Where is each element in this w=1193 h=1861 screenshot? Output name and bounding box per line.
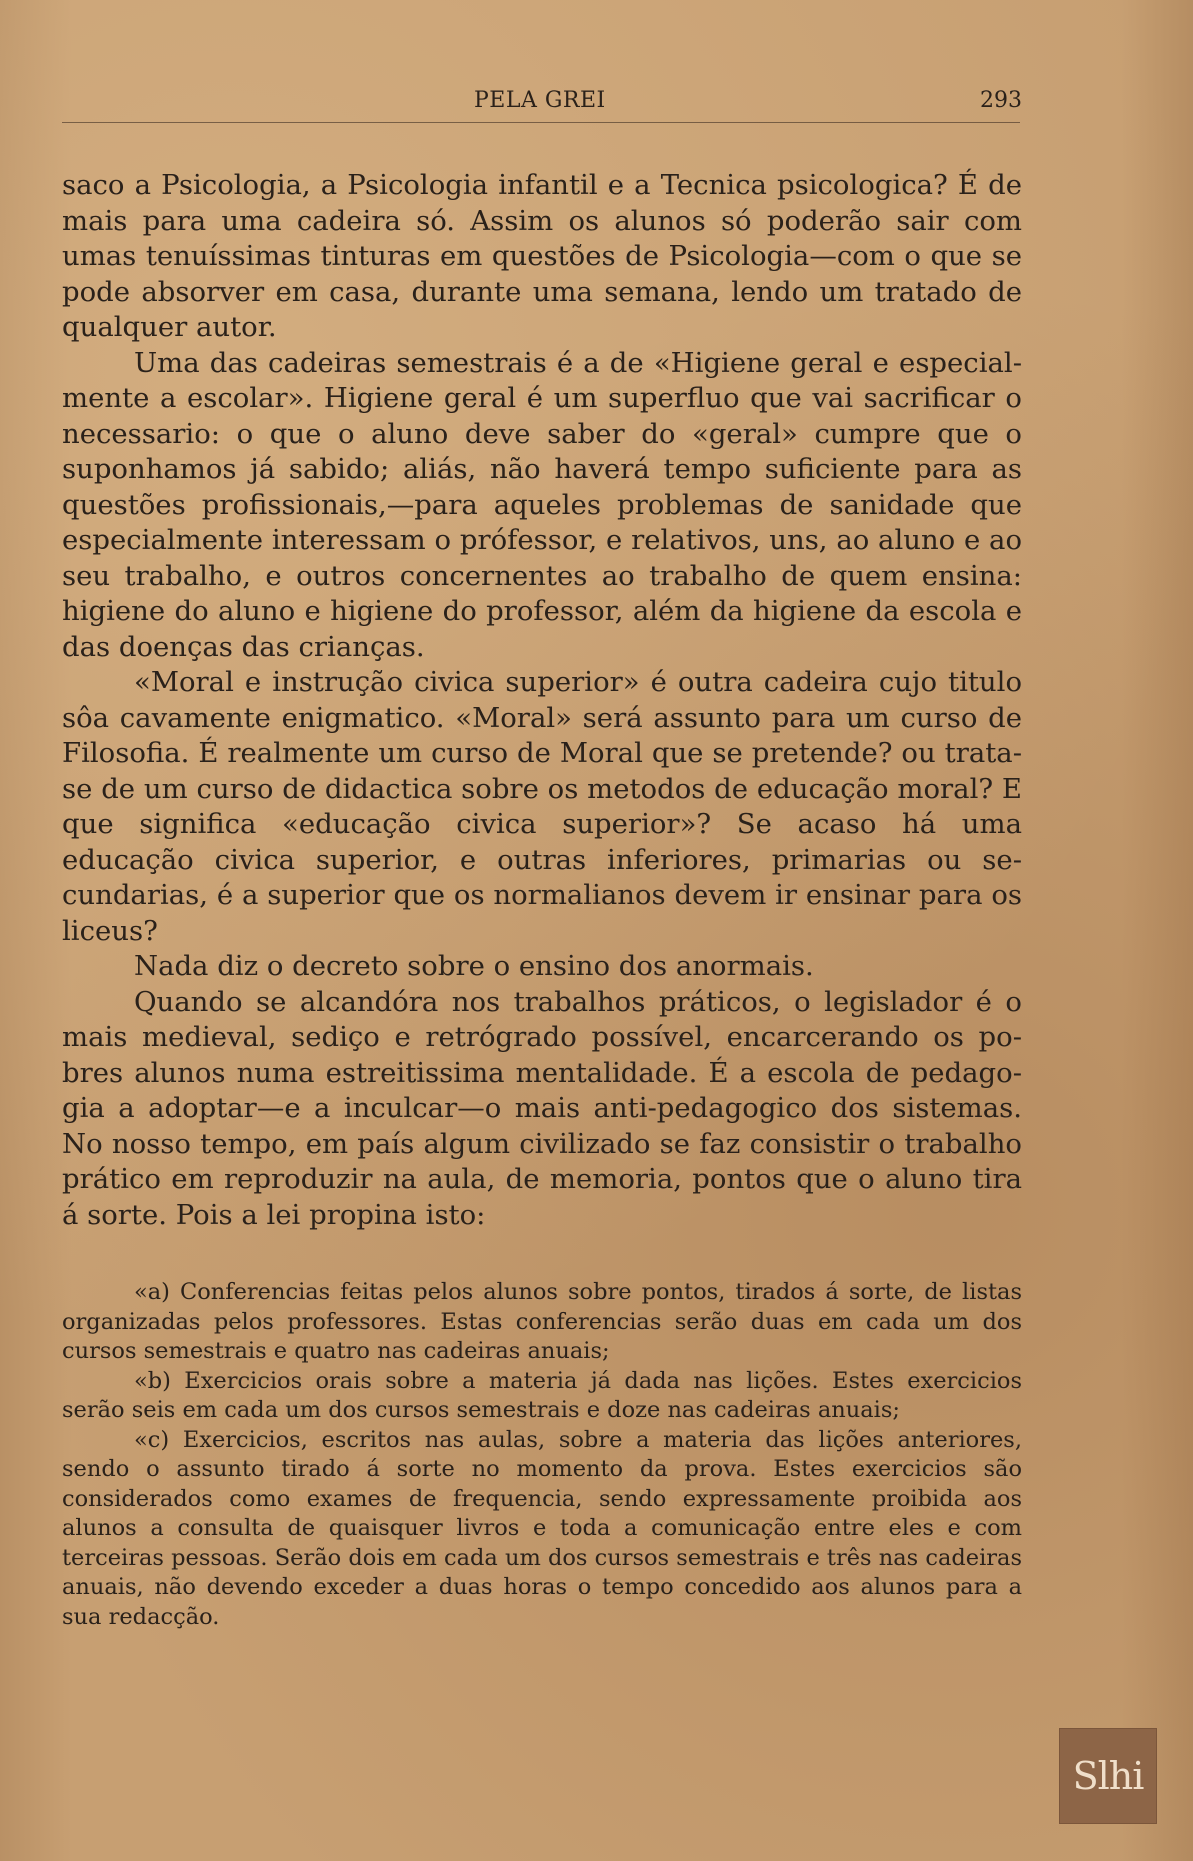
quoted-item: «b) Exercicios orais sobre a materia já dada nas lições. Estes exercicios serão seis em cada um dos cursos semestrais e doze nas cadeiras anuais; bbox=[62, 1367, 1022, 1423]
paragraph: «Moral e instrução civica superior» é outra cadeira cujo titulo sôa cavamente enigmatico. «Moral» será assunto para um curso de Filosofia. É realmente um curso de Moral que se pretende? ou trata-se de um curso de didactica sobre os metodos de educação moral? E que significa «educação civica superior»? Se acaso há uma educação civica superior, e outras inferiores, primarias ou secundarias, é a superior que os normalianos devem ir ensinar para os liceus? bbox=[62, 666, 1022, 947]
paragraph: Uma das cadeiras semestrais é a de «Higiene geral e especialmente a escolar». Higiene geral é um superfluo que vai sacrificar o necessario: o que o aluno deve saber do «geral» cumpre que o suponhamos já sabido; aliás, não haverá tempo suficiente para as questões profissionais,—para aqueles problemas de sanidade que especialmente interessam o prófessor, e relativos, uns, ao aluno e ao seu trabalho, e outros concernentes ao trabalho de quem ensina: higiene do aluno e higiene do professor, além da higiene da escola e das doenças das crianças. bbox=[62, 346, 1022, 663]
running-title: PELA GREI bbox=[474, 88, 606, 113]
paragraph: Nada diz o decreto sobre o ensino dos anormais. bbox=[134, 950, 814, 982]
main-text bbox=[62, 168, 1022, 1233]
quoted-item: «c) Exercicios, escritos nas aulas, sobre a materia das lições anteriores, sendo o assunto tirado á sorte no momento da prova. Estes exercicios são considerados como exames de frequencia, sendo expressamente proibida aos alunos a consulta de quaisquer livros e toda a comunicação entre eles e com terceiras pessoas. Serão dois em cada um dos cursos semestrais e três nas cadeiras anuais, não devendo exceder a duas horas o tempo concedido aos alunos para a sua redacção. bbox=[62, 1426, 1022, 1630]
page-header bbox=[62, 88, 1022, 130]
paragraph: saco a Psicologia, a Psicologia infantil e a Tecnica psicologica? É de mais para uma cadeira só. Assim os alunos só poderão sair com umas tenuíssimas tinturas em questões de Psicologia—com o que se pode absorver em casa, durante uma semana, lendo um tratado de qualquer autor. bbox=[62, 169, 1022, 343]
quoted-item: «a) Conferencias feitas pelos alunos sobre pontos, tirados á sorte, de listas organizadas pelos professores. Estas conferencias serão duas em cada um dos cursos semestrais e quatro nas cadeiras anuais; bbox=[62, 1279, 1022, 1364]
quoted-law-text bbox=[62, 1278, 1022, 1632]
library-stamp: Slhi bbox=[1059, 1728, 1157, 1824]
header-rule bbox=[62, 122, 1020, 123]
paragraph: Quando se alcandóra nos trabalhos práticos, o legislador é o mais medieval, sediço e retrógrado possível, encarcerando os pobres alunos numa estreitissima mentalidade. É a escola de pedagogia a adoptar—e a inculcar—o mais anti-pedagogico dos sistemas. No nosso tempo, em país algum civilizado se faz consistir o trabalho prático em reproduzir na aula, de memoria, pontos que o aluno tira á sorte. Pois a lei propina isto: bbox=[62, 985, 1022, 1231]
page-number: 293 bbox=[980, 88, 1022, 113]
